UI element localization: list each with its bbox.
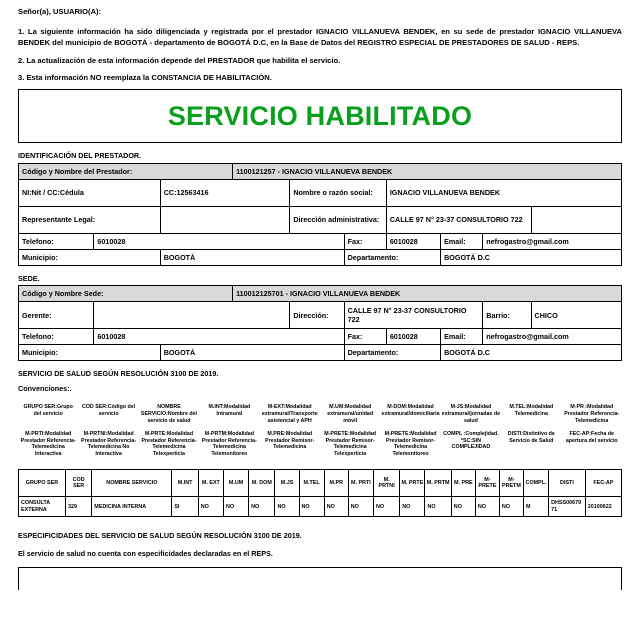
cell-m-pretm: NO <box>499 497 523 517</box>
table-row <box>18 428 622 462</box>
sede-departamento-label: Departamento: <box>344 345 440 361</box>
column-header: NOMBRE SERVICIO <box>92 470 172 497</box>
prestador-section-caption: IDENTIFICACIÓN DEL PRESTADOR. <box>18 151 142 160</box>
cell-fec-ap: 20100622 <box>585 497 621 517</box>
especificidades-empty-box <box>18 567 622 590</box>
convencion-item: M-JS:Modalidad extramural/jornadas de salud <box>441 403 501 424</box>
column-header: M. PRTI <box>348 470 373 497</box>
prestador-email-value: nefrogastro@gmail.com <box>483 233 622 249</box>
sede-fax-label: Fax: <box>344 329 386 345</box>
prestador-direccion-label: Dirección administrativa: <box>290 206 386 233</box>
servicio-section-caption: SERVICIO DE SALUD SEGÚN RESOLUCIÓN 3100 DE 2019. <box>18 369 219 379</box>
cell-grupo-ser: CONSULTA EXTERNA <box>19 497 66 517</box>
sede-gerente-label: Gerente: <box>19 302 94 329</box>
sede-section-caption: SEDE. <box>18 273 40 283</box>
cell-m-prti: NO <box>348 497 373 517</box>
convencion-item: M.TEL:Modalidad Telemedicina <box>509 403 554 417</box>
convencion-item: M-PRTM:Modalidad Prestador Referencia-Telemedicina Telemonitoreo <box>201 430 257 458</box>
intro-paragraph-1: 1. La siguiente información ha sido diligenciada y registrada por el prestador IGNACIO VILLANUEVA BENDEK, en su sede de prestador IGNACIO VILLANUEVA BENDEK del municipio de BOGOTÁ - departamento de BOGOTÁ D.C, en la Base de Datos del REGISTRO ESPECIAL DE PRESTADORES DE SALUD - REPS. <box>18 27 622 47</box>
table-header-row <box>19 470 622 497</box>
column-header: DISTI <box>549 470 586 497</box>
column-header: GRUPO SER <box>19 470 66 497</box>
table-row <box>19 233 622 249</box>
column-header: M. EXT <box>198 470 223 497</box>
sede-codigo-value: 110012125701 - IGNACIO VILLANUEVA BENDEK <box>233 286 622 302</box>
sede-email-value: nefrogastro@gmail.com <box>483 329 622 345</box>
cell-m-prtni: NO <box>373 497 399 517</box>
sede-direccion-label: Dirección: <box>290 302 344 329</box>
sede-barrio-value: CHICO <box>531 302 621 329</box>
column-header: M.INT <box>172 470 198 497</box>
prestador-table <box>18 163 622 266</box>
banner-title: SERVICIO HABILITADO <box>167 100 473 131</box>
convencion-item: COD SER:Código del servicio <box>81 403 136 417</box>
convencion-item: M-PRETE:Modalidad Prestador Remisor-Telemedicina Telemonitoreo <box>384 430 437 458</box>
prestador-departamento-value: BOGOTÁ D.C <box>441 249 622 265</box>
servicio-salud-table <box>18 469 622 517</box>
convenciones-table-row1 <box>18 401 622 428</box>
sede-gerente-value <box>94 302 290 329</box>
sede-barrio-label: Barrio: <box>483 302 531 329</box>
convencion-item: M.PRE:Modalidad Prestador Remisor-Telemedicina <box>265 430 315 451</box>
convencion-item: FEC-AP:Fecha de apertura del servicio <box>565 430 618 444</box>
convencion-item: NOMBRE SERVICIO:Nombre del servicio de salud <box>140 403 198 424</box>
convencion-item: M-PR :Modalidad Prestador Referencia-Telemedicina <box>564 403 620 424</box>
table-row <box>19 302 622 329</box>
convencion-item: M-DOM:Modalidad extramural/domiciliaria <box>381 403 440 417</box>
especificidades-text: El servicio de salud no cuenta con especificidades declaradas en el REPS. <box>18 549 273 559</box>
prestador-telefono-label: Telefono: <box>19 233 94 249</box>
column-header: COMPL. <box>523 470 548 497</box>
convencion-item: M-PRETE:Modalidad Prestador Remisor-Telemedicina Telexperticia <box>324 430 377 458</box>
sede-email-label: Email: <box>441 329 483 345</box>
servicio-habilitado-banner <box>18 89 622 143</box>
cell-m-dom: NO <box>249 497 275 517</box>
table-row <box>19 249 622 265</box>
sede-telefono-value: 6010028 <box>94 329 344 345</box>
convenciones-legend <box>18 401 622 462</box>
sede-codigo-label: Código y Nombre Sede: <box>19 286 233 302</box>
cell-m-tel: NO <box>299 497 324 517</box>
prestador-fax-label: Fax: <box>344 233 386 249</box>
cell-m-ext: NO <box>198 497 223 517</box>
sede-departamento-value: BOGOTÁ D.C <box>441 345 622 361</box>
column-header: M.JS <box>275 470 299 497</box>
table-row <box>19 286 622 302</box>
cell-m-int: SI <box>172 497 198 517</box>
column-header: M. PRE <box>451 470 475 497</box>
table-row <box>19 345 622 361</box>
cell-m-prtm: NO <box>425 497 451 517</box>
prestador-direccion-extra <box>531 206 621 233</box>
prestador-direccion-value: CALLE 97 N° 23-37 CONSULTORIO 722 <box>386 206 531 233</box>
convencion-item: DISTI:Distintivo de Servicio de Salud <box>507 430 555 444</box>
prestador-codigo-value: 1100121257 - IGNACIO VILLANUEVA BENDEK <box>233 163 622 179</box>
cell-m-prete: NO <box>475 497 499 517</box>
convencion-item: M-PRTE:Modalidad Prestador Referencia-Telemedicina Telexperticia <box>141 430 197 458</box>
sede-municipio-value: BOGOTÁ <box>160 345 344 361</box>
prestador-municipio-label: Municipio: <box>19 249 161 265</box>
column-header: M. DOM <box>249 470 275 497</box>
sede-direccion-value: CALLE 97 N° 23-37 CONSULTORIO 722 <box>344 302 483 329</box>
column-header: M.UM <box>223 470 248 497</box>
prestador-municipio-value: BOGOTÁ <box>160 249 344 265</box>
cell-m-pr: NO <box>324 497 348 517</box>
column-header: M-PRETE <box>475 470 499 497</box>
convenciones-table-row2 <box>18 428 622 462</box>
prestador-departamento-label: Departamento: <box>344 249 440 265</box>
prestador-telefono-value: 6010028 <box>94 233 344 249</box>
convencion-item: M.INT:Modalidad Intramural <box>208 403 251 417</box>
intro-paragraph-2: 2. La actualización de esta información depende del PRESTADOR que habilita el servicio. <box>18 56 341 65</box>
especificidades-block <box>18 531 622 590</box>
sede-telefono-label: Telefono: <box>19 329 94 345</box>
convencion-item: M.UM:Modalidad extramural/unidad móvil <box>327 403 374 424</box>
prestador-representante-label: Representante Legal: <box>19 206 161 233</box>
convencion-item: M-PRTNI:Modalidad Prestador Referencia-Telemedicina No Interactiva <box>81 430 137 458</box>
column-header: M. PRTE <box>400 470 425 497</box>
table-row <box>19 497 622 517</box>
column-header: M. PRTNI <box>373 470 399 497</box>
cell-m-js: NO <box>275 497 299 517</box>
cell-m-prte: NO <box>400 497 425 517</box>
table-row <box>19 179 622 206</box>
table-row <box>18 401 622 428</box>
sede-municipio-label: Municipio: <box>19 345 161 361</box>
column-header: M.TEL <box>299 470 324 497</box>
cell-m-um: NO <box>223 497 248 517</box>
table-row <box>19 329 622 345</box>
cell-cod-ser: 329 <box>65 497 91 517</box>
cell-disti: DHSS0067971 <box>549 497 586 517</box>
sede-table <box>18 285 622 361</box>
especificidades-caption: ESPECIFICIDADES DEL SERVICIO DE SALUD SEGÚN RESOLUCIÓN 3100 DE 2019. <box>18 531 302 541</box>
intro-block <box>18 6 622 83</box>
prestador-razon-value: IGNACIO VILLANUEVA BENDEK <box>386 179 621 206</box>
column-header: M-PRETM <box>499 470 523 497</box>
convencion-item: M-PRTI:Modalidad Prestador Referencia-Telemedicina Interactiva <box>20 430 76 458</box>
prestador-nit-label: NI:Nit / CC:Cédula <box>19 179 161 206</box>
convencion-item: GRUPO SER:Grupo del servicio <box>23 403 73 417</box>
column-header: M.PR <box>324 470 348 497</box>
prestador-representante-value <box>160 206 290 233</box>
column-header: M. PRTM <box>425 470 451 497</box>
column-header: COD SER <box>65 470 91 497</box>
convenciones-label: Convenciones:. <box>18 383 72 393</box>
prestador-nit-value: CC:12563416 <box>160 179 290 206</box>
column-header: FEC-AP <box>585 470 621 497</box>
table-row <box>19 163 622 179</box>
prestador-codigo-label: Código y Nombre del Prestador: <box>19 163 233 179</box>
prestador-razon-label: Nombre o razón social: <box>290 179 386 206</box>
greeting-text: Señor(a), USUARIO(A): <box>18 7 102 16</box>
sede-fax-value: 6010028 <box>386 329 440 345</box>
cell-nombre-servicio: MEDICINA INTERNA <box>92 497 172 517</box>
table-row <box>19 206 622 233</box>
prestador-email-label: Email: <box>441 233 483 249</box>
convencion-item: COMPL :Complejidad. *SC:SIN COMPLEJIDAD <box>443 430 499 451</box>
intro-paragraph-3: 3. Esta información NO reemplaza la CONSTANCIA DE HABILITACIÓN. <box>18 73 272 82</box>
convencion-item: M-EXT:Modalidad extramural/Transporte asistencial y APH <box>261 403 318 424</box>
prestador-fax-value: 6010028 <box>386 233 440 249</box>
cell-compl: M <box>523 497 548 517</box>
cell-m-pre: NO <box>451 497 475 517</box>
